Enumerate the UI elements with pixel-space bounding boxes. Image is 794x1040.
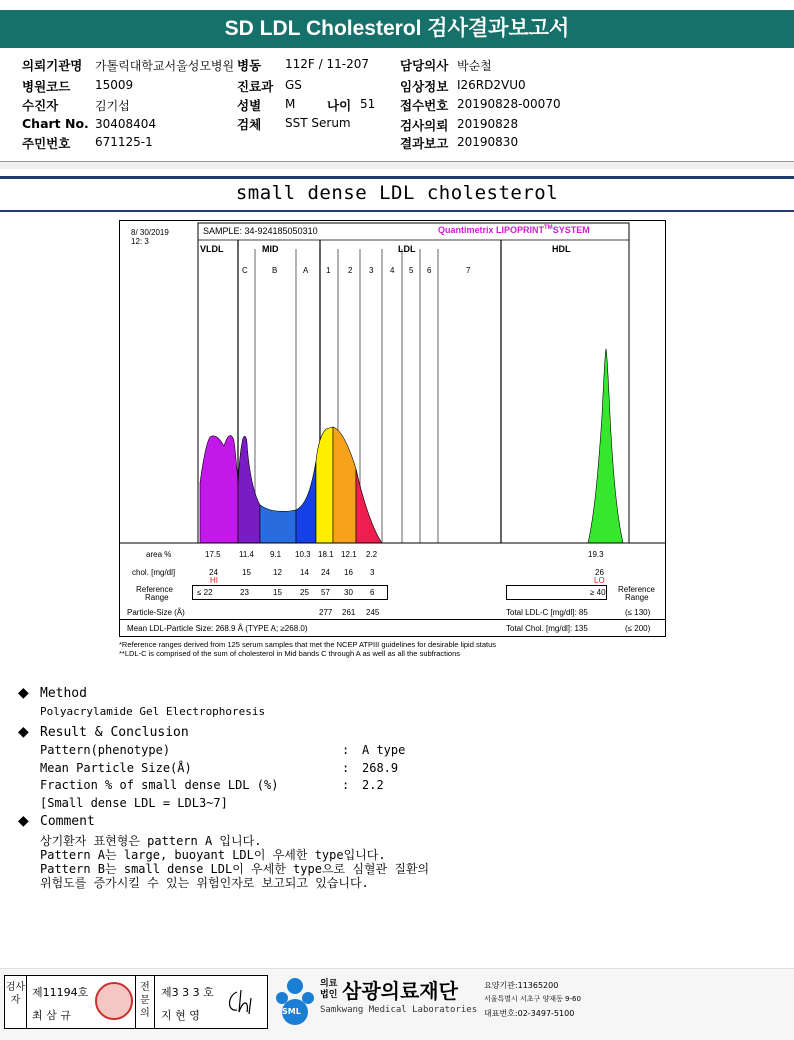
sample-id: SAMPLE: 34-924185050310 [203, 226, 318, 236]
band-label-3: 3 [369, 266, 374, 275]
sex-label: 성별 [237, 98, 262, 113]
mean-rule [120, 619, 665, 620]
chol-a: 14 [300, 568, 309, 577]
header-separator [0, 161, 794, 169]
total-chol-ref: (≤ 200) [625, 624, 651, 633]
ref-1: 57 [321, 588, 330, 597]
result-key-fraction: Fraction % of small dense LDL (%) [40, 778, 279, 792]
receipt-no-value: 20190828-00070 [457, 97, 561, 111]
result-value-fraction: 2.2 [362, 778, 384, 792]
result-note: [Small dense LDL = LDL3~7] [40, 796, 228, 810]
sex-value: M [285, 97, 296, 111]
area-ldl-1 [316, 427, 333, 543]
ref-2: 30 [344, 588, 353, 597]
comment-line-2: Pattern A는 large, buoyant LDL이 우세한 type입니다. [40, 848, 386, 862]
chart-no-value: 30408404 [95, 117, 157, 131]
org-name: 삼광의료재단 [342, 979, 458, 1003]
section-title: small dense LDL cholesterol [235, 182, 559, 204]
inspector-label: 검사자 [5, 976, 27, 1028]
chart-no-label: Chart No. [22, 116, 89, 131]
sml-logo-icon [272, 976, 318, 1028]
report-title: SD LDL Cholesterol 검사결과보고서 [0, 10, 794, 48]
ward-label: 병동 [237, 58, 262, 73]
method-heading: Method [40, 686, 87, 701]
specimen-value: SST Serum [285, 116, 351, 130]
group-ldl: LDL [398, 244, 416, 254]
area-band-c [238, 436, 260, 543]
signature-box [4, 975, 268, 1029]
band-label-c: C [242, 266, 248, 275]
band-label-7: 7 [466, 266, 471, 275]
comment-line-1: 상기환자 표현형은 pattern A 입니다. [40, 834, 262, 848]
footnote-2: **LDL-C is comprised of the sum of cholesterol in Mid bands C through A as well as all the subfractions [119, 649, 461, 658]
band-label-1: 1 [326, 266, 331, 275]
clinical-info-label: 임상정보 [400, 79, 449, 94]
area-2: 12.1 [341, 550, 357, 559]
ref-a: 25 [300, 588, 309, 597]
hospital-code-label: 병원코드 [22, 79, 71, 94]
group-hdl: HDL [552, 244, 571, 254]
mean-size: Mean LDL-Particle Size: 268.9 Å (TYPE A; ≥268.0) [127, 624, 308, 633]
org-phone: 대표번호:02-3497-5100 [484, 1009, 575, 1018]
ref-vldl: ≤ 22 [197, 588, 213, 597]
org-address: 서울특별시 서초구 양재동 9-60 [484, 995, 581, 1003]
lipoprint-chart [119, 220, 666, 637]
org-code: 요양기관:11365200 [484, 981, 559, 990]
chol-vldl: 24 [209, 568, 218, 577]
org-type-2: 법인 [320, 990, 338, 1000]
ref-side-label-1: Reference [618, 585, 655, 594]
specimen-label: 검체 [237, 117, 262, 132]
ref-b: 15 [273, 588, 282, 597]
comment-line-3: Pattern B는 small dense LDL이 우세한 type으로 심혈관 질환의 [40, 862, 430, 876]
method-bullet-icon: ◆ [18, 685, 29, 701]
result-bullet-icon: ◆ [18, 724, 29, 740]
chol-1: 24 [321, 568, 330, 577]
patient-name-value: 김기섭 [95, 99, 130, 113]
particle-3: 245 [366, 608, 380, 617]
clinical-info-value: I26RD2VU0 [457, 78, 526, 92]
specialist-name: 지 현 영 [161, 1009, 200, 1022]
row-area-label: area % [146, 550, 172, 559]
specialist-signature [223, 986, 259, 1018]
area-hdl: 19.3 [588, 550, 604, 559]
section-rule [0, 176, 794, 179]
band-label-b: B [272, 266, 278, 275]
group-vldl: VLDL [200, 244, 224, 254]
specialist-no: 제3 3 3 호 [161, 986, 214, 999]
method-text: Polyacrylamide Gel Electrophoresis [40, 705, 266, 718]
age-value: 51 [360, 97, 376, 111]
department-value: GS [285, 78, 302, 92]
lo-flag: LO [594, 576, 605, 585]
org-type-1: 의료 [320, 979, 338, 989]
total-ldl-ref: (≤ 130) [625, 608, 651, 617]
ref-side-label-2: Range [625, 593, 649, 602]
chol-2: 16 [344, 568, 353, 577]
area-vldl: 17.5 [205, 550, 221, 559]
brand-name: Quantimetrix LIPOPRINT [438, 225, 545, 235]
particle-2: 261 [342, 608, 356, 617]
chol-hdl: 26 [595, 568, 604, 577]
inspector-no: 제11194호 [32, 986, 89, 999]
particle-1: 277 [319, 608, 333, 617]
age-label: 나이 [327, 98, 352, 113]
area-band-a [296, 461, 316, 543]
band-label-2: 2 [348, 266, 353, 275]
hospital-name-label: 의뢰기관명 [22, 58, 83, 73]
result-sep-2: : [342, 761, 350, 775]
result-value-size: 268.9 [362, 761, 399, 775]
hospital-name-value: 가톨릭대학교서울성모병원 [95, 59, 235, 73]
total-ldl: Total LDL-C [mg/dl]: 85 [506, 608, 588, 617]
chart-date: 8/ 30/2019 [131, 228, 169, 237]
result-sep-1: : [342, 743, 350, 757]
area-band-b [260, 505, 296, 543]
band-label-5: 5 [409, 266, 414, 275]
area-ldl-2 [333, 427, 356, 543]
specialist-label: 전문의 [135, 976, 155, 1028]
receipt-no-label: 접수번호 [400, 98, 449, 113]
ref-3: 6 [370, 588, 375, 597]
inspector-name: 최 삼 규 [32, 1009, 71, 1022]
ref-label-2: Range [145, 593, 169, 602]
chol-3: 3 [370, 568, 375, 577]
result-value-pattern: A type [362, 743, 406, 757]
band-label-4: 4 [390, 266, 395, 275]
patient-name-label: 수진자 [22, 98, 59, 113]
chart-time: 12: 3 [131, 237, 149, 246]
result-heading: Result & Conclusion [40, 725, 189, 740]
brand [438, 225, 590, 235]
electrophoresis-plot [120, 221, 665, 636]
inspector-seal [95, 982, 133, 1020]
ward-value: 112F / 11-207 [285, 57, 369, 71]
result-key-pattern: Pattern(phenotype) [40, 743, 171, 757]
ref-hdl: ≥ 40 [590, 588, 606, 597]
physician-label: 담당의사 [400, 58, 449, 73]
area-c: 11.4 [239, 550, 254, 559]
area-a: 10.3 [295, 550, 311, 559]
plot-box [198, 223, 629, 543]
comment-line-4: 위험도를 증가시킬 수 있는 위험인자로 보고되고 있습니다. [40, 876, 369, 890]
comment-heading: Comment [40, 814, 95, 829]
chol-c: 15 [242, 568, 251, 577]
area-hdl [588, 349, 623, 543]
ref-box-ldl [192, 585, 388, 600]
particle-label: Particle-Size (Å) [127, 608, 185, 617]
area-vldl [200, 436, 238, 543]
brand-system: SYSTEM [552, 225, 590, 235]
footnote-1: *Reference ranges derived from 125 serum samples that met the NCEP ATPIII guidelines for desirable lipid status [119, 640, 496, 649]
section-rule-bottom [0, 210, 794, 212]
band-label-a: A [303, 266, 309, 275]
chol-b: 12 [273, 568, 282, 577]
band-label-6: 6 [427, 266, 432, 275]
department-label: 진료과 [237, 79, 274, 94]
total-chol: Total Chol. [mg/dl]: 135 [506, 624, 588, 633]
hospital-code-value: 15009 [95, 78, 134, 92]
report-date-label: 결과보고 [400, 136, 449, 151]
result-sep-3: : [342, 778, 350, 792]
area-3: 2.2 [366, 550, 378, 559]
resident-no-label: 주민번호 [22, 136, 71, 151]
area-1: 18.1 [318, 550, 334, 559]
brand-tm: TM [544, 225, 553, 231]
request-date-value: 20190828 [457, 117, 519, 131]
sml-logo-text: SML [282, 1007, 301, 1016]
comment-bullet-icon: ◆ [18, 813, 29, 829]
area-b: 9.1 [270, 550, 282, 559]
group-mid: MID [262, 244, 279, 254]
ref-label-1: Reference [136, 585, 173, 594]
row-chol-label: chol. [mg/dl] [132, 568, 176, 577]
physician-value: 박순철 [457, 59, 492, 73]
resident-no-value: 671125-1 [95, 135, 153, 149]
ref-c: 23 [240, 588, 249, 597]
org-name-en: Samkwang Medical Laboratories [320, 1005, 478, 1015]
request-date-label: 검사의뢰 [400, 118, 449, 133]
result-key-size: Mean Particle Size(Å) [40, 761, 192, 775]
hi-flag: HI [210, 576, 218, 585]
report-date-value: 20190830 [457, 135, 519, 149]
